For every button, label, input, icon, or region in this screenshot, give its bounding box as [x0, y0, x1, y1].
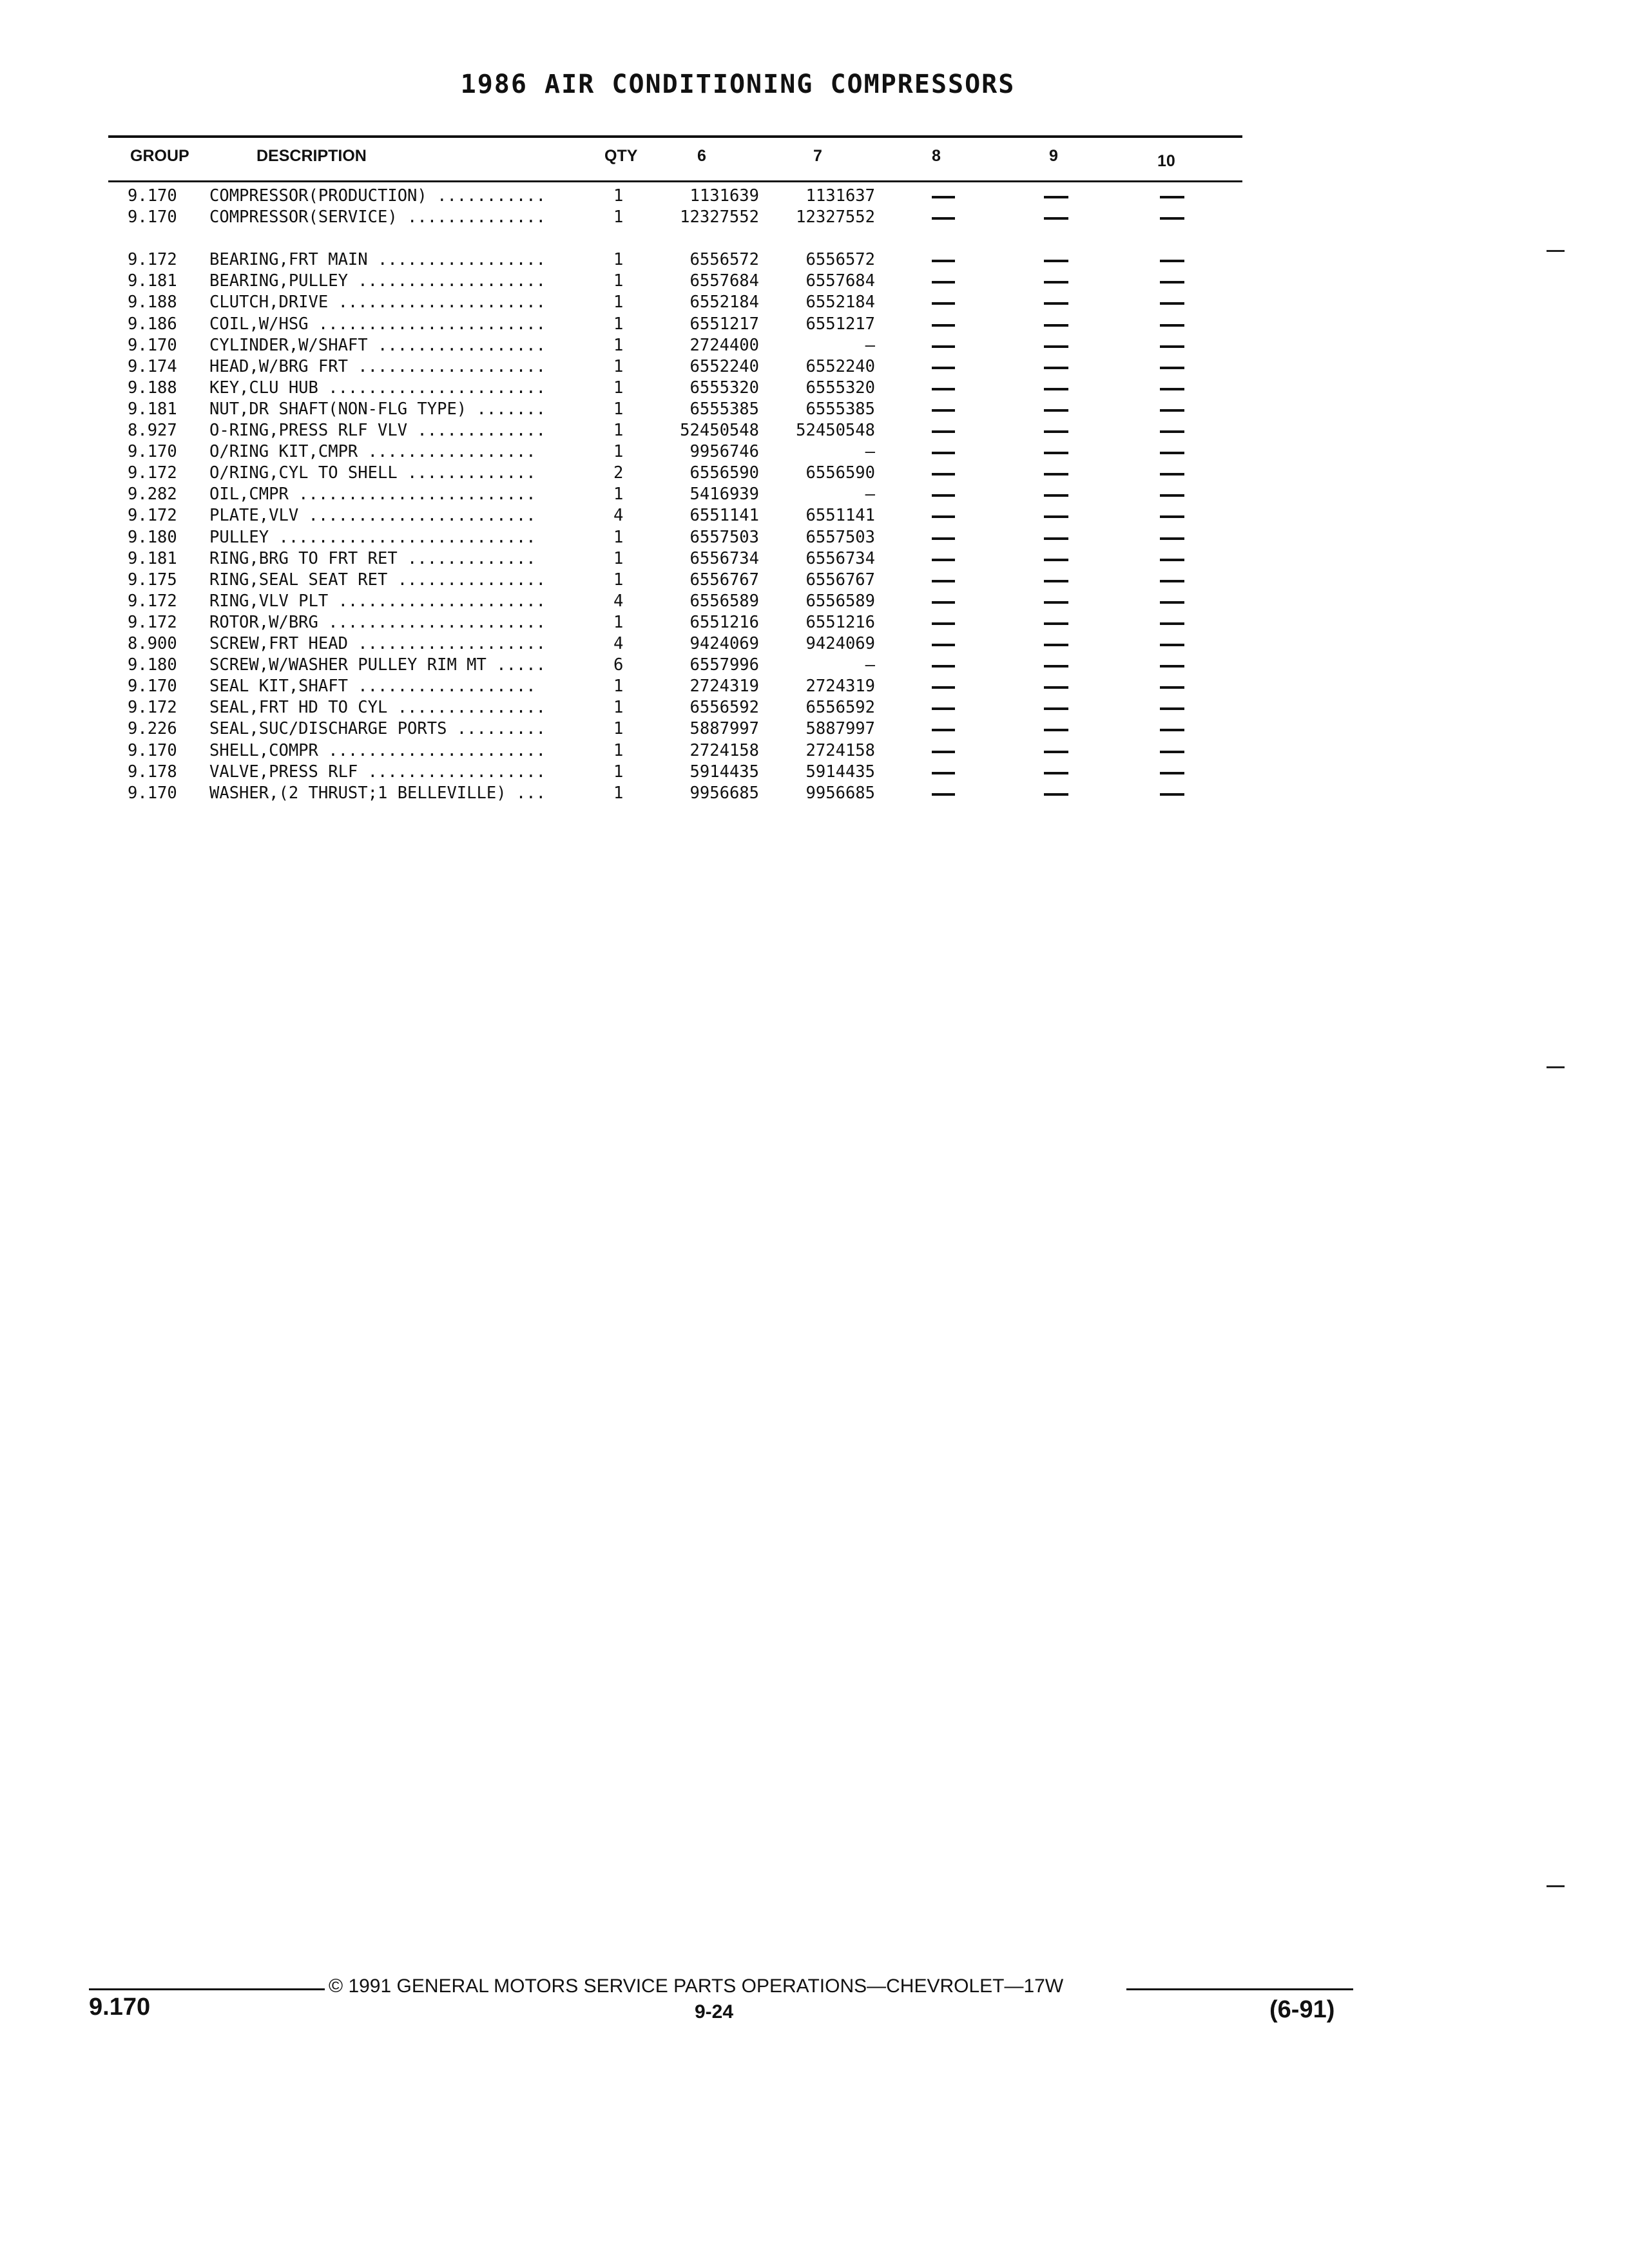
- cell-description: SEAL,FRT HD TO CYL ...............: [209, 698, 546, 718]
- cell-qty: 1: [613, 186, 624, 206]
- not-applicable-dash: [1044, 644, 1068, 646]
- cell-col-6: 6556572: [689, 250, 759, 270]
- margin-mark: [1547, 1885, 1565, 1887]
- cell-group: 9.170: [128, 677, 177, 697]
- header-col-9: 9: [1049, 147, 1058, 165]
- footer-rule-right: [1126, 1988, 1353, 1990]
- header-col-6: 6: [697, 147, 706, 165]
- cell-description: PULLEY ..........................: [209, 527, 536, 547]
- cell-qty: 1: [613, 399, 624, 419]
- cell-col-6: 5887997: [689, 719, 759, 739]
- cell-description: COMPRESSOR(SERVICE) ..............: [209, 207, 546, 227]
- cell-group: 9.170: [128, 740, 177, 760]
- not-applicable-dash: [1160, 729, 1184, 731]
- not-applicable-dash: [1160, 367, 1184, 369]
- cell-col-6: 5914435: [689, 762, 759, 782]
- not-applicable-dash: [1160, 409, 1184, 412]
- cell-qty: 1: [613, 485, 624, 505]
- cell-col-7: 2724319: [805, 677, 875, 697]
- not-applicable-dash: [1044, 281, 1068, 284]
- not-applicable-dash: [1160, 644, 1184, 646]
- footer-page-number: 9-24: [695, 2001, 734, 2023]
- not-applicable-dash: [1160, 345, 1184, 348]
- cell-qty: 1: [613, 250, 624, 270]
- cell-col-6: 6555385: [689, 399, 759, 419]
- cell-col-6: 6552240: [689, 356, 759, 376]
- cell-qty: 2: [613, 463, 624, 483]
- not-applicable-dash: [932, 367, 955, 369]
- cell-qty: 1: [613, 207, 624, 227]
- cell-col-6: 6556589: [689, 591, 759, 611]
- not-applicable-dash: [932, 686, 955, 689]
- not-applicable-dash: [1160, 515, 1184, 518]
- cell-col-7: —: [865, 335, 875, 355]
- cell-col-7: 6556592: [805, 698, 875, 718]
- not-applicable-dash: [932, 430, 955, 433]
- not-applicable-dash: [1044, 686, 1068, 689]
- cell-col-7: 6557684: [805, 271, 875, 291]
- not-applicable-dash: [1160, 196, 1184, 198]
- cell-col-7: —: [865, 442, 875, 462]
- not-applicable-dash: [1044, 409, 1068, 412]
- not-applicable-dash: [932, 707, 955, 710]
- cell-qty: 1: [613, 271, 624, 291]
- not-applicable-dash: [1044, 345, 1068, 348]
- not-applicable-dash: [1044, 260, 1068, 262]
- not-applicable-dash: [1044, 324, 1068, 327]
- cell-group: 9.226: [128, 719, 177, 739]
- cell-qty: 1: [613, 762, 624, 782]
- cell-col-7: 6551141: [805, 506, 875, 526]
- not-applicable-dash: [932, 494, 955, 497]
- cell-description: O/RING,CYL TO SHELL .............: [209, 463, 536, 483]
- cell-group: 9.178: [128, 762, 177, 782]
- not-applicable-dash: [1044, 196, 1068, 198]
- cell-col-7: 6551217: [805, 314, 875, 334]
- cell-col-6: 6551216: [689, 612, 759, 632]
- cell-description: WASHER,(2 THRUST;1 BELLEVILLE) ...: [209, 783, 546, 803]
- cell-group: 9.172: [128, 698, 177, 718]
- not-applicable-dash: [1160, 559, 1184, 561]
- cell-col-6: 6552184: [689, 293, 759, 312]
- margin-mark: [1547, 1066, 1565, 1068]
- not-applicable-dash: [1044, 580, 1068, 582]
- cell-col-7: 6555320: [805, 378, 875, 398]
- cell-col-7: 6556590: [805, 463, 875, 483]
- cell-col-7: 6556572: [805, 250, 875, 270]
- not-applicable-dash: [1160, 686, 1184, 689]
- not-applicable-dash: [1160, 473, 1184, 476]
- not-applicable-dash: [932, 452, 955, 454]
- not-applicable-dash: [932, 729, 955, 731]
- cell-col-6: 9956746: [689, 442, 759, 462]
- cell-description: BEARING,PULLEY ...................: [209, 271, 546, 291]
- cell-group: 9.282: [128, 485, 177, 505]
- not-applicable-dash: [932, 601, 955, 604]
- not-applicable-dash: [1044, 707, 1068, 710]
- not-applicable-dash: [1160, 217, 1184, 220]
- cell-col-7: 6552184: [805, 293, 875, 312]
- not-applicable-dash: [932, 345, 955, 348]
- not-applicable-dash: [932, 281, 955, 284]
- header-qty: QTY: [604, 147, 638, 165]
- not-applicable-dash: [932, 302, 955, 305]
- cell-description: RING,BRG TO FRT RET .............: [209, 548, 536, 568]
- cell-description: CLUTCH,DRIVE .....................: [209, 293, 546, 312]
- footer-rule-left: [89, 1988, 325, 1990]
- cell-col-7: 1131637: [805, 186, 875, 206]
- cell-col-7: 6555385: [805, 399, 875, 419]
- not-applicable-dash: [1160, 302, 1184, 305]
- not-applicable-dash: [1044, 452, 1068, 454]
- cell-description: SEAL KIT,SHAFT ..................: [209, 677, 536, 697]
- not-applicable-dash: [932, 515, 955, 518]
- not-applicable-dash: [1044, 473, 1068, 476]
- cell-description: COIL,W/HSG .......................: [209, 314, 546, 334]
- cell-col-6: 6557503: [689, 527, 759, 547]
- cell-qty: 6: [613, 655, 624, 675]
- not-applicable-dash: [932, 260, 955, 262]
- cell-group: 9.181: [128, 548, 177, 568]
- cell-col-6: 6557996: [689, 655, 759, 675]
- not-applicable-dash: [1160, 324, 1184, 327]
- not-applicable-dash: [932, 772, 955, 774]
- not-applicable-dash: [1044, 559, 1068, 561]
- not-applicable-dash: [1160, 388, 1184, 390]
- cell-qty: 1: [613, 698, 624, 718]
- not-applicable-dash: [932, 217, 955, 220]
- cell-group: 8.927: [128, 421, 177, 440]
- not-applicable-dash: [1044, 302, 1068, 305]
- not-applicable-dash: [1160, 452, 1184, 454]
- cell-qty: 1: [613, 421, 624, 440]
- not-applicable-dash: [1044, 772, 1068, 774]
- cell-description: OIL,CMPR ........................: [209, 485, 536, 505]
- header-description: DESCRIPTION: [256, 147, 367, 165]
- footer-copyright: © 1991 GENERAL MOTORS SERVICE PARTS OPERATIONS—CHEVROLET—17W: [329, 1975, 1064, 1997]
- cell-col-6: 5416939: [689, 485, 759, 505]
- cell-description: ROTOR,W/BRG ......................: [209, 612, 546, 632]
- cell-col-7: —: [865, 655, 875, 675]
- cell-description: HEAD,W/BRG FRT ...................: [209, 356, 546, 376]
- cell-description: NUT,DR SHAFT(NON-FLG TYPE) .......: [209, 399, 546, 419]
- cell-group: 9.181: [128, 271, 177, 291]
- not-applicable-dash: [932, 388, 955, 390]
- cell-col-7: —: [865, 485, 875, 505]
- cell-col-7: 5914435: [805, 762, 875, 782]
- cell-group: 9.170: [128, 783, 177, 803]
- cell-col-6: 2724400: [689, 335, 759, 355]
- cell-qty: 4: [613, 591, 624, 611]
- footer-section: 9.170: [89, 1994, 151, 2021]
- cell-group: 9.172: [128, 250, 177, 270]
- not-applicable-dash: [1160, 580, 1184, 582]
- cell-col-6: 6551141: [689, 506, 759, 526]
- not-applicable-dash: [1044, 665, 1068, 668]
- header-top-rule: [108, 135, 1242, 138]
- cell-qty: 1: [613, 335, 624, 355]
- cell-group: 9.172: [128, 612, 177, 632]
- not-applicable-dash: [1160, 601, 1184, 604]
- cell-col-7: 6556734: [805, 548, 875, 568]
- cell-col-7: 9424069: [805, 634, 875, 653]
- cell-description: VALVE,PRESS RLF ..................: [209, 762, 546, 782]
- not-applicable-dash: [1044, 601, 1068, 604]
- not-applicable-dash: [1044, 494, 1068, 497]
- cell-description: CYLINDER,W/SHAFT .................: [209, 335, 546, 355]
- not-applicable-dash: [932, 644, 955, 646]
- cell-col-6: 6551217: [689, 314, 759, 334]
- cell-col-7: 2724158: [805, 740, 875, 760]
- cell-group: 9.174: [128, 356, 177, 376]
- not-applicable-dash: [1044, 622, 1068, 625]
- cell-description: SHELL,COMPR ......................: [209, 740, 546, 760]
- cell-col-6: 9424069: [689, 634, 759, 653]
- not-applicable-dash: [1160, 494, 1184, 497]
- not-applicable-dash: [1160, 665, 1184, 668]
- cell-qty: 1: [613, 783, 624, 803]
- cell-description: PLATE,VLV .......................: [209, 506, 536, 526]
- cell-col-6: 6556767: [689, 570, 759, 590]
- cell-group: 9.181: [128, 399, 177, 419]
- cell-description: COMPRESSOR(PRODUCTION) ...........: [209, 186, 546, 206]
- cell-description: RING,VLV PLT .....................: [209, 591, 546, 611]
- cell-col-6: 6556592: [689, 698, 759, 718]
- cell-description: O-RING,PRESS RLF VLV .............: [209, 421, 546, 440]
- cell-col-6: 6557684: [689, 271, 759, 291]
- not-applicable-dash: [1160, 430, 1184, 433]
- cell-col-7: 12327552: [796, 207, 875, 227]
- cell-col-7: 52450548: [796, 421, 875, 440]
- margin-mark: [1547, 250, 1565, 252]
- cell-col-7: 6556767: [805, 570, 875, 590]
- header-col-8: 8: [932, 147, 941, 165]
- cell-group: 9.188: [128, 378, 177, 398]
- not-applicable-dash: [1160, 281, 1184, 284]
- cell-qty: 1: [613, 719, 624, 739]
- cell-col-7: 9956685: [805, 783, 875, 803]
- cell-qty: 1: [613, 612, 624, 632]
- not-applicable-dash: [1044, 751, 1068, 753]
- not-applicable-dash: [1044, 367, 1068, 369]
- cell-qty: 1: [613, 527, 624, 547]
- not-applicable-dash: [1160, 537, 1184, 540]
- not-applicable-dash: [932, 622, 955, 625]
- header-col-10: 10: [1157, 152, 1175, 170]
- not-applicable-dash: [932, 537, 955, 540]
- cell-description: BEARING,FRT MAIN .................: [209, 250, 546, 270]
- cell-group: 9.172: [128, 591, 177, 611]
- cell-qty: 1: [613, 378, 624, 398]
- not-applicable-dash: [932, 665, 955, 668]
- cell-qty: 1: [613, 677, 624, 697]
- not-applicable-dash: [932, 559, 955, 561]
- cell-group: 9.170: [128, 335, 177, 355]
- not-applicable-dash: [1044, 729, 1068, 731]
- cell-group: 9.170: [128, 442, 177, 462]
- not-applicable-dash: [932, 751, 955, 753]
- not-applicable-dash: [1160, 772, 1184, 774]
- not-applicable-dash: [1044, 388, 1068, 390]
- cell-group: 9.170: [128, 186, 177, 206]
- header-bottom-rule: [108, 180, 1242, 182]
- page-title: 1986 AIR CONDITIONING COMPRESSORS: [460, 70, 1016, 99]
- cell-col-7: 6552240: [805, 356, 875, 376]
- cell-qty: 1: [613, 356, 624, 376]
- cell-group: 9.170: [128, 207, 177, 227]
- cell-col-6: 52450548: [680, 421, 759, 440]
- not-applicable-dash: [932, 324, 955, 327]
- cell-description: KEY,CLU HUB ......................: [209, 378, 546, 398]
- cell-group: 9.175: [128, 570, 177, 590]
- cell-group: 9.180: [128, 655, 177, 675]
- not-applicable-dash: [932, 473, 955, 476]
- cell-qty: 1: [613, 740, 624, 760]
- not-applicable-dash: [932, 409, 955, 412]
- cell-group: 9.186: [128, 314, 177, 334]
- not-applicable-dash: [1160, 260, 1184, 262]
- not-applicable-dash: [1160, 707, 1184, 710]
- cell-col-6: 2724319: [689, 677, 759, 697]
- cell-description: RING,SEAL SEAT RET ...............: [209, 570, 546, 590]
- cell-qty: 4: [613, 634, 624, 653]
- cell-col-6: 6556734: [689, 548, 759, 568]
- cell-qty: 1: [613, 293, 624, 312]
- not-applicable-dash: [932, 580, 955, 582]
- cell-group: 9.172: [128, 463, 177, 483]
- cell-col-6: 6555320: [689, 378, 759, 398]
- header-col-7: 7: [813, 147, 822, 165]
- cell-qty: 1: [613, 548, 624, 568]
- not-applicable-dash: [1160, 793, 1184, 796]
- cell-group: 9.188: [128, 293, 177, 312]
- cell-description: SCREW,FRT HEAD ...................: [209, 634, 546, 653]
- cell-col-6: 9956685: [689, 783, 759, 803]
- cell-col-7: 5887997: [805, 719, 875, 739]
- cell-group: 9.180: [128, 527, 177, 547]
- cell-qty: 1: [613, 442, 624, 462]
- not-applicable-dash: [1044, 537, 1068, 540]
- cell-qty: 1: [613, 314, 624, 334]
- not-applicable-dash: [1044, 430, 1068, 433]
- cell-group: 8.900: [128, 634, 177, 653]
- cell-description: SEAL,SUC/DISCHARGE PORTS .........: [209, 719, 546, 739]
- not-applicable-dash: [1160, 622, 1184, 625]
- cell-description: SCREW,W/WASHER PULLEY RIM MT .....: [209, 655, 546, 675]
- cell-col-7: 6551216: [805, 612, 875, 632]
- cell-col-7: 6557503: [805, 527, 875, 547]
- not-applicable-dash: [1044, 793, 1068, 796]
- cell-qty: 4: [613, 506, 624, 526]
- cell-col-7: 6556589: [805, 591, 875, 611]
- cell-col-6: 6556590: [689, 463, 759, 483]
- cell-col-6: 2724158: [689, 740, 759, 760]
- cell-qty: 1: [613, 570, 624, 590]
- not-applicable-dash: [932, 793, 955, 796]
- footer-date: (6-91): [1269, 1996, 1335, 2023]
- not-applicable-dash: [1160, 751, 1184, 753]
- not-applicable-dash: [932, 196, 955, 198]
- cell-description: O/RING KIT,CMPR .................: [209, 442, 536, 462]
- cell-group: 9.172: [128, 506, 177, 526]
- not-applicable-dash: [1044, 217, 1068, 220]
- cell-col-6: 12327552: [680, 207, 759, 227]
- cell-col-6: 1131639: [689, 186, 759, 206]
- not-applicable-dash: [1044, 515, 1068, 518]
- header-group: GROUP: [130, 147, 189, 165]
